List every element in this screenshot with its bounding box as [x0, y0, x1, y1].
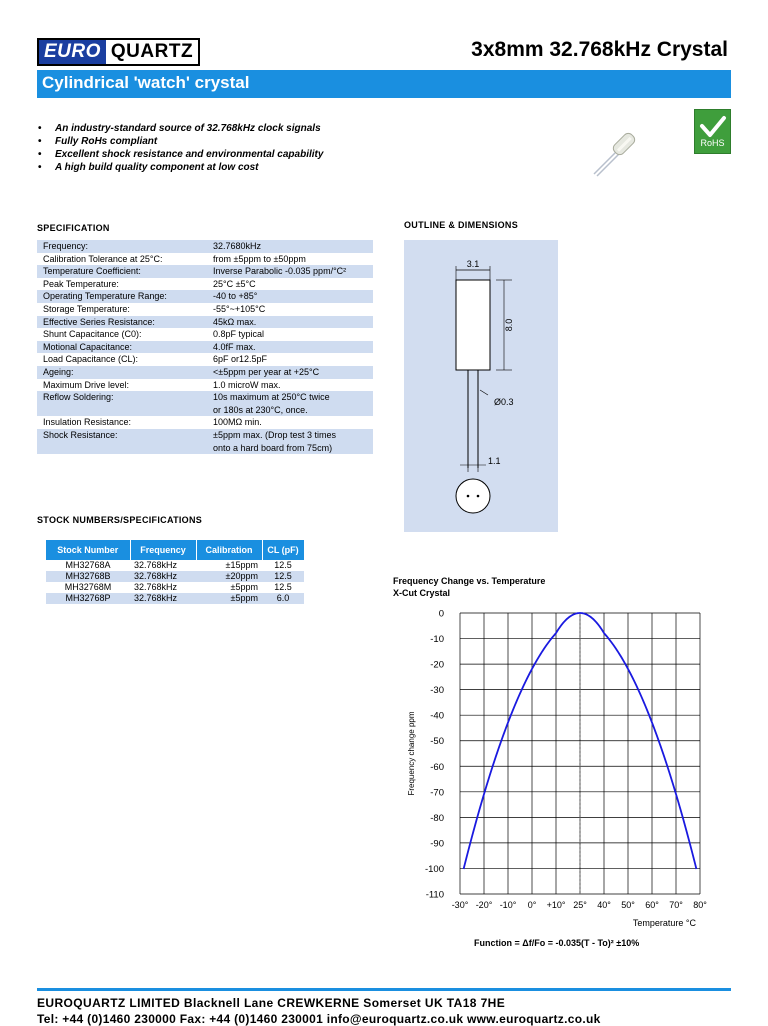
- x-tick-label: 80°: [693, 900, 707, 910]
- table-row: [46, 593, 304, 604]
- y-tick-label: -50: [430, 736, 444, 748]
- spec-value: [207, 366, 373, 379]
- table-row: [37, 429, 373, 454]
- x-axis-label: Temperature °C: [632, 918, 696, 928]
- product-title: 3x8mm 32.768kHz Crystal: [471, 38, 728, 61]
- y-tick-label: 0: [438, 608, 444, 620]
- footer-contact: Tel: +44 (0)1460 230000 Fax: +44 (0)1460 230001 info@euroquartz.co.uk www.euroquartz.co.uk: [37, 1012, 601, 1026]
- spec-value: [207, 328, 373, 341]
- stock-calibration: ±20ppm: [196, 571, 262, 582]
- table-row: [37, 353, 373, 366]
- chart-title-block: [393, 575, 545, 599]
- spec-value: [207, 253, 373, 266]
- y-axis-label: Frequency change ppm: [407, 711, 416, 796]
- spec-label: Insulation Resistance:: [37, 416, 207, 429]
- table-row: [46, 571, 304, 582]
- y-tick-label: -80: [430, 812, 444, 824]
- table-row: [37, 253, 373, 266]
- spec-label: Maximum Drive level:: [37, 379, 207, 392]
- spec-label: Shunt Capacitance (C0):: [37, 328, 207, 341]
- y-tick-label: -100: [424, 863, 444, 875]
- dim-pitch-label: 1.1: [488, 456, 501, 466]
- crystal-photo: [590, 124, 650, 179]
- table-row: [37, 391, 373, 416]
- table-row: [46, 560, 304, 571]
- spec-label: Operating Temperature Range:: [37, 290, 207, 303]
- spec-value-line: from ±5ppm to ±50ppm: [213, 253, 306, 264]
- spec-value-line: Inverse Parabolic -0.035 ppm/°C²: [213, 266, 347, 277]
- stock-frequency: 32.768kHz: [130, 571, 196, 582]
- spec-value: [207, 278, 373, 291]
- stock-number: MH32768P: [46, 593, 130, 604]
- spec-label: Storage Temperature:: [37, 303, 207, 316]
- spec-value: [207, 316, 373, 329]
- stock-col-header: Calibration: [196, 540, 262, 560]
- footer-address: EUROQUARTZ LIMITED Blacknell Lane CREWKERNE Somerset UK TA18 7HE: [37, 996, 506, 1010]
- spec-value-line: 6pF or12.5pF: [213, 354, 268, 365]
- footer-divider: [37, 988, 731, 991]
- x-tick-label: 0°: [527, 900, 537, 910]
- y-tick-label: -10: [430, 634, 444, 646]
- euroquartz-logo: [37, 38, 200, 66]
- stock-frequency: 32.768kHz: [130, 593, 196, 604]
- dim-width-label: 3.1: [466, 259, 480, 269]
- chart-subtitle: X-Cut Crystal: [393, 588, 451, 598]
- spec-value-line: 25°C ±5°C: [213, 278, 256, 289]
- spec-value-line: -55°~+105°C: [213, 303, 266, 314]
- spec-value-line: onto a hard board from 75cm): [213, 442, 333, 453]
- spec-value-line: 0.8pF typical: [213, 329, 265, 340]
- feature-item: • Excellent shock resistance and environmental capability: [38, 148, 323, 161]
- table-row: [37, 278, 373, 291]
- table-row: [46, 582, 304, 593]
- feature-item: • Fully RoHs compliant: [38, 135, 323, 148]
- formula: Function = Δf/Fo = -0.035(T - To)² ±10%: [474, 938, 640, 948]
- spec-value-line: 100MΩ min.: [213, 417, 262, 428]
- spec-value-line: 10s maximum at 250°C twice: [213, 392, 330, 403]
- x-tick-label: 60°: [645, 900, 659, 910]
- spec-value: [207, 391, 373, 416]
- spec-value: [207, 265, 373, 278]
- stock-cl: 12.5: [262, 560, 304, 571]
- frequency-temperature-chart: [390, 600, 720, 932]
- spec-value: [207, 303, 373, 316]
- spec-value-line: or 180s at 230°C, once.: [213, 404, 308, 415]
- spec-value-line: 4.0fF max.: [213, 341, 256, 352]
- specification-table: [37, 240, 373, 454]
- table-row: [37, 416, 373, 429]
- y-tick-label: -70: [430, 787, 444, 799]
- logo-euro-text: EURO: [39, 40, 106, 64]
- y-tick-label: -40: [430, 710, 444, 722]
- stock-col-header: Frequency: [130, 540, 196, 560]
- logo-quartz-text: QUARTZ: [106, 40, 198, 64]
- chart-title: Frequency Change vs. Temperature: [393, 576, 546, 586]
- spec-value-line: 45kΩ max.: [213, 316, 257, 327]
- spec-value-line: 1.0 microW max.: [213, 379, 281, 390]
- spec-value: [207, 429, 373, 454]
- spec-label: Load Capacitance (CL):: [37, 353, 207, 366]
- feature-item: • An industry-standard source of 32.768kHz clock signals: [38, 122, 323, 135]
- spec-value-line: ±5ppm max. (Drop test 3 times: [213, 429, 336, 440]
- x-tick-label: +10°: [546, 900, 566, 910]
- spec-value: [207, 240, 373, 253]
- y-tick-label: -30: [430, 685, 444, 697]
- stock-frequency: 32.768kHz: [130, 560, 196, 571]
- spec-value-line: <±5ppm per year at +25°C: [213, 366, 320, 377]
- stock-heading: STOCK NUMBERS/SPECIFICATIONS: [37, 515, 203, 525]
- x-tick-label: 50°: [621, 900, 635, 910]
- feature-item: • A high build quality component at low cost: [38, 161, 323, 174]
- table-row: [37, 303, 373, 316]
- spec-value: [207, 379, 373, 392]
- stock-cl: 6.0: [262, 593, 304, 604]
- table-row: [37, 265, 373, 278]
- outline-drawing-panel: [404, 240, 558, 532]
- spec-value: [207, 416, 373, 429]
- feature-list: [38, 122, 323, 174]
- outline-drawing: [404, 240, 558, 532]
- stock-calibration: ±15ppm: [196, 560, 262, 571]
- x-tick-label: -10°: [499, 900, 517, 910]
- x-tick-label: 40°: [597, 900, 611, 910]
- stock-cl: 12.5: [262, 571, 304, 582]
- x-tick-label: 25°: [573, 900, 587, 910]
- spec-label: Frequency:: [37, 240, 207, 253]
- spec-value: [207, 341, 373, 354]
- y-tick-label: -20: [430, 659, 444, 671]
- spec-label: Peak Temperature:: [37, 278, 207, 291]
- x-tick-label: -20°: [475, 900, 493, 910]
- stock-col-header: Stock Number: [46, 540, 130, 560]
- stock-frequency: 32.768kHz: [130, 582, 196, 593]
- y-tick-label: -90: [430, 838, 444, 850]
- dim-lead-label: Ø0.3: [494, 397, 514, 407]
- outline-heading: OUTLINE & DIMENSIONS: [404, 220, 519, 230]
- table-row: [37, 328, 373, 341]
- stock-calibration: ±5ppm: [196, 593, 262, 604]
- x-tick-label: 70°: [669, 900, 683, 910]
- x-tick-label: -30°: [451, 900, 469, 910]
- table-row: [37, 379, 373, 392]
- table-row: [37, 290, 373, 303]
- spec-label: Shock Resistance:: [37, 429, 207, 454]
- stock-cl: 12.5: [262, 582, 304, 593]
- stock-calibration: ±5ppm: [196, 582, 262, 593]
- stock-number: MH32768M: [46, 582, 130, 593]
- table-row: [37, 240, 373, 253]
- spec-value: [207, 290, 373, 303]
- y-tick-label: -110: [425, 889, 444, 901]
- rohs-badge: [694, 109, 731, 154]
- stock-col-header: CL (pF): [262, 540, 304, 560]
- specification-heading: SPECIFICATION: [37, 223, 110, 233]
- spec-label: Calibration Tolerance at 25°C:: [37, 253, 207, 266]
- spec-value-line: 32.7680kHz: [213, 241, 262, 251]
- spec-value: [207, 353, 373, 366]
- stock-table: [46, 540, 305, 604]
- table-row: [37, 341, 373, 354]
- y-tick-label: -60: [430, 761, 444, 773]
- table-row: [37, 366, 373, 379]
- spec-value-line: -40 to +85°: [213, 291, 258, 302]
- rohs-label: RoHS: [700, 138, 725, 148]
- spec-label: Effective Series Resistance:: [37, 316, 207, 329]
- spec-label: Temperature Coefficient:: [37, 265, 207, 278]
- spec-label: Ageing:: [37, 366, 207, 379]
- spec-label: Reflow Soldering:: [37, 391, 207, 416]
- dim-length-label: 8.0: [504, 318, 514, 332]
- stock-number: MH32768A: [46, 560, 130, 571]
- stock-number: MH32768B: [46, 571, 130, 582]
- table-row: [37, 316, 373, 329]
- subtitle: Cylindrical 'watch' crystal: [42, 73, 250, 92]
- spec-label: Motional Capacitance:: [37, 341, 207, 354]
